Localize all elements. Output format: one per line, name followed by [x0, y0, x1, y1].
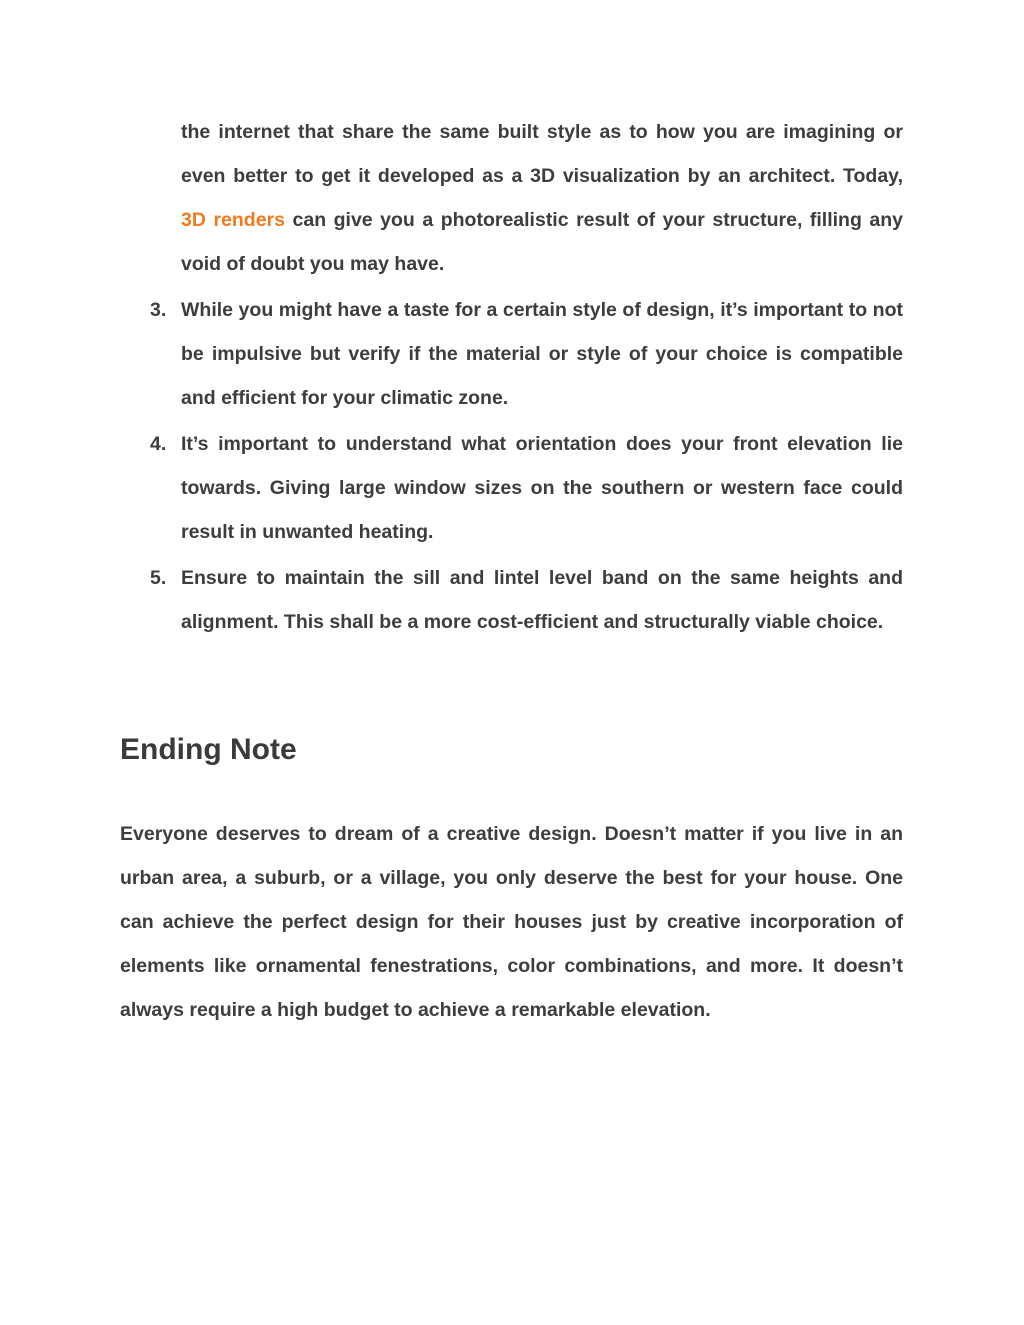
- ending-note-paragraph: Everyone deserves to dream of a creative design. Doesn’t matter if you live in an urban area, a suburb, or a village, you only deserve the best for your house. One can achieve the perfect design for their houses just by creative incorporation of elements like ornamental fenestrations, color combinations, and more. It doesn’t always require a high budget to achieve a remarkable elevation.: [120, 823, 903, 1021]
- list-item-2-continuation: [181, 110, 903, 286]
- list-item-text: It’s important to understand what orientation does your front elevation lie towards. Giving large window sizes on the southern or western face could result in unwanted heating.: [181, 433, 903, 543]
- continuation-text-before-link: the internet that share the same built style as to how you are imagining or even better to get it developed as a 3D visualization by an architect. Today,: [181, 121, 903, 187]
- list-item-4: [120, 422, 903, 554]
- list-item-number: 4.: [150, 433, 167, 455]
- list-item-5: [120, 556, 903, 644]
- list-item-text: Ensure to maintain the sill and lintel level band on the same heights and alignment. This shall be a more cost-efficient and structurally viable choice.: [181, 567, 903, 633]
- list-item-text: While you might have a taste for a certain style of design, it’s important to not be impulsive but verify if the material or style of your choice is compatible and efficient for your climatic zone.: [181, 299, 903, 409]
- numbered-list: [120, 288, 903, 646]
- ending-note-heading: Ending Note: [120, 733, 297, 766]
- continuation-text-after-link: can give you a photorealistic result of your structure, filling any void of doubt you may have.: [181, 209, 903, 275]
- list-item-number: 3.: [150, 299, 167, 321]
- list-item-number: 5.: [150, 567, 167, 589]
- list-item-3: [120, 288, 903, 420]
- 3d-renders-link[interactable]: 3D renders: [181, 209, 285, 231]
